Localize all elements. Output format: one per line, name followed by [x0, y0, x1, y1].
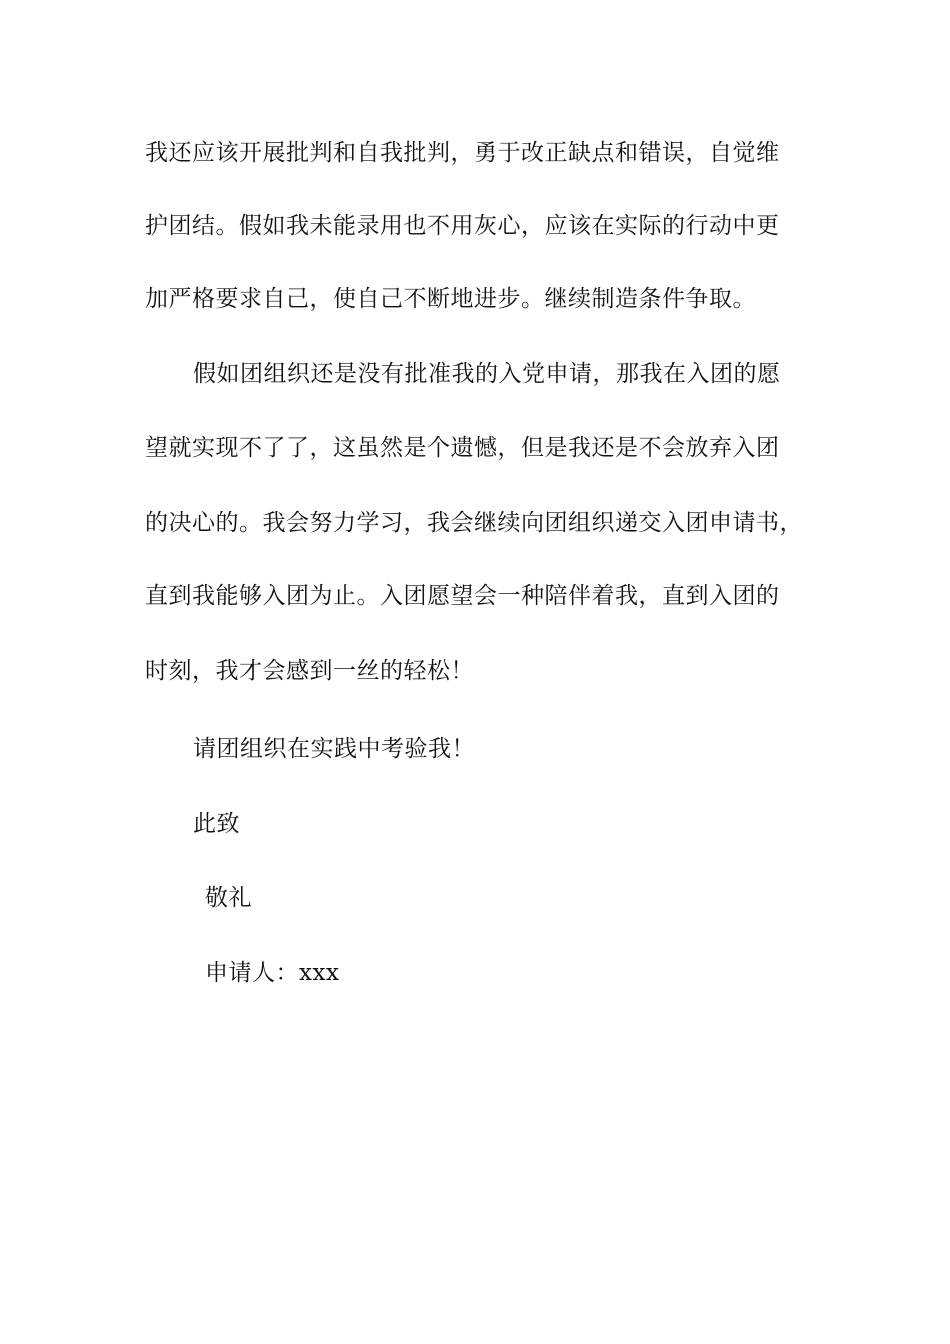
paragraph-line-7-text: 直到我能够入团为止。入团愿望会一种陪伴着我，直到入团的 — [145, 583, 780, 609]
signature — [0, 957, 950, 989]
closing-salutation — [0, 808, 950, 840]
paragraph-line-6 — [0, 507, 950, 539]
paragraph-line-8 — [0, 655, 950, 687]
paragraph-line-1-text: 我还应该开展批判和自我批判，勇于改正缺点和错误，自觉维 — [145, 140, 780, 166]
closing-regards-text: 敬礼 — [205, 885, 252, 911]
paragraph-line-4 — [0, 358, 950, 390]
paragraph-line-2 — [0, 210, 950, 242]
closing-request — [0, 733, 950, 765]
paragraph-line-8-text: 时刻，我才会感到一丝的轻松！ — [145, 658, 474, 684]
paragraph-line-2-text: 护团结。假如我未能录用也不用灰心，应该在实际的行动中更 — [145, 213, 780, 239]
paragraph-line-5-text: 望就实现不了了，这虽然是个遗憾，但是我还是不会放弃入团 — [145, 435, 780, 461]
closing-regards — [0, 882, 950, 914]
closing-request-text: 请团组织在实践中考验我！ — [193, 736, 475, 762]
signature-text: 申请人：xxx — [205, 960, 340, 986]
paragraph-line-1 — [0, 137, 950, 169]
closing-salutation-text: 此致 — [193, 811, 240, 837]
paragraph-line-5 — [0, 432, 950, 464]
paragraph-line-7 — [0, 580, 950, 612]
paragraph-line-3-text: 加严格要求自己，使自己不断地进步。继续制造条件争取。 — [145, 286, 756, 312]
paragraph-line-6-text: 的决心的。我会努力学习，我会继续向团组织递交入团申请书， — [145, 510, 803, 536]
paragraph-line-4-text: 假如团组织还是没有批准我的入党申请，那我在入团的愿 — [193, 361, 781, 387]
paragraph-line-3 — [0, 283, 950, 315]
